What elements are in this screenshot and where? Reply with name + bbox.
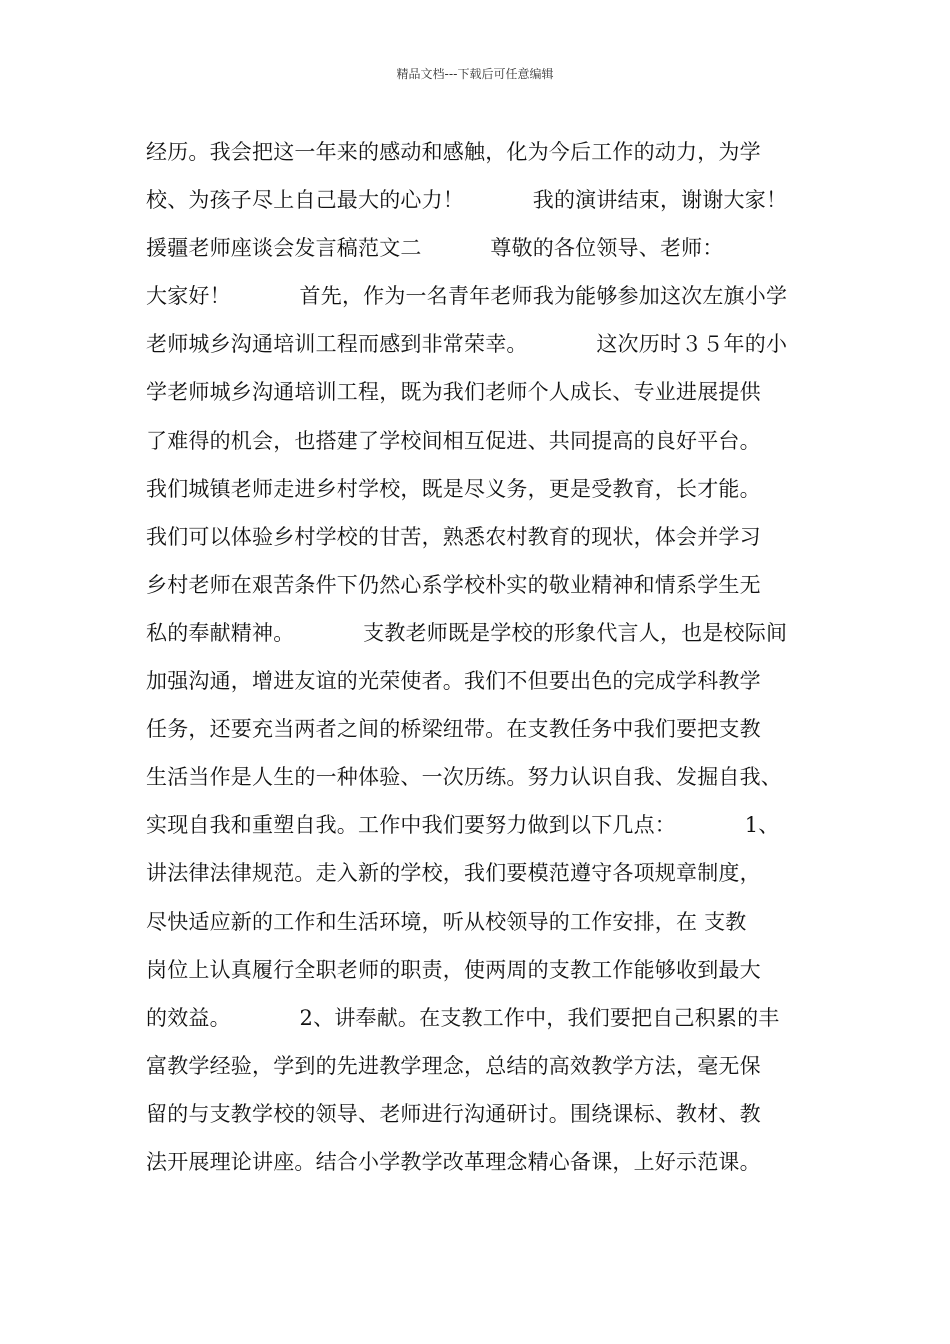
text-line: 我们城镇老师走进乡村学校，既是尽义务，更是受教育，长才能。 <box>146 476 761 501</box>
text-line: 富教学经验，学到的先进教学理念，总结的高效教学方法，毫无保 <box>146 1053 761 1078</box>
text-line: 留的与支教学校的领导、老师进行沟通研讨。围绕课标、教材、教 <box>146 1101 761 1126</box>
text-line: 老师城乡沟通培训工程而感到非常荣幸。 这次历时３５年的小 <box>146 332 788 357</box>
text-line: 了难得的机会，也搭建了学校间相互促进、共同提高的良好平台。 <box>146 428 761 453</box>
text-line: 任务，还要充当两者之间的桥梁纽带。在支教任务中我们要把支教 <box>146 717 761 742</box>
text-line: 私的奉献精神。 支教老师既是学校的形象代言人，也是校际间 <box>146 620 788 645</box>
text-line: 经历。我会把这一年来的感动和感触，化为今后工作的动力，为学 <box>146 140 761 164</box>
text-line: 生活当作是人生的一种体验、一次历练。努力认识自我、发掘自我、 <box>146 765 782 790</box>
text-line: 法开展理论讲座。结合小学教学改革理念精心备课，上好示范课。 <box>146 1149 761 1174</box>
text-line: 讲法律法律规范。走入新的学校，我们要模范遵守各项规章制度， <box>146 861 761 886</box>
page-header: 精品文档---下载后可任意编辑 <box>396 67 554 81</box>
text-line: 实现自我和重塑自我。工作中我们要努力做到以下几点： 1、 <box>146 813 780 838</box>
text-line: 岗位上认真履行全职老师的职责，使两周的支教工作能够收到最大 <box>146 957 761 982</box>
text-line: 加强沟通，增进友谊的光荣使者。我们不但要出色的完成学科教学 <box>146 669 761 694</box>
text-line: 学老师城乡沟通培训工程，既为我们老师个人成长、专业进展提供 <box>146 380 761 405</box>
text-line: 大家好！ 首先，作为一名青年老师我为能够参加这次左旗小学 <box>146 284 788 309</box>
document-body <box>146 128 826 1186</box>
text-line: 的效益。 2、讲奉献。在支教工作中，我们要把自己积累的丰 <box>146 1005 780 1030</box>
text-line: 校、为孩子尽上自己最大的心力！ 我的演讲结束，谢谢大家！ <box>146 188 788 213</box>
text-line: 我们可以体验乡村学校的甘苦，熟悉农村教育的现状，体会并学习 <box>146 524 761 549</box>
text-line: 尽快适应新的工作和生活环境，听从校领导的工作安排，在 支教 <box>146 909 747 934</box>
text-line: 援疆老师座谈会发言稿范文二 尊敬的各位领导、老师： <box>146 236 724 261</box>
text-line: 乡村老师在艰苦条件下仍然心系学校朴实的敬业精神和情系学生无 <box>146 572 761 597</box>
